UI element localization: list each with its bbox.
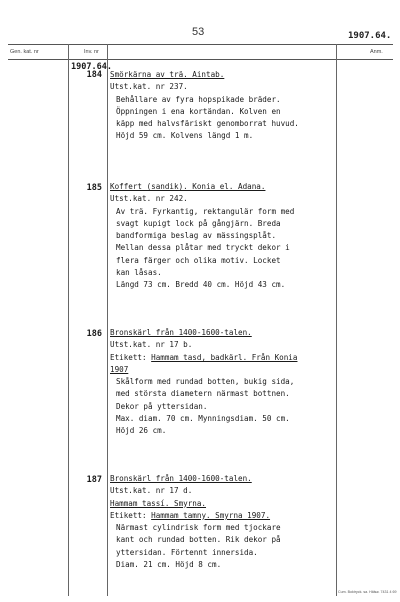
entry-desc-line: Längd 73 cm. Bredd 40 cm. Höjd 43 cm.	[116, 280, 286, 290]
catalog-entry	[110, 327, 350, 438]
entry-desc-line: Diam. 21 cm. Höjd 8 cm.	[116, 560, 222, 570]
entry-desc-line: Öppningen i ena kortändan. Kolven en	[116, 106, 281, 116]
etikett-text: Hammam tamny. Smyrna 1907.	[151, 510, 271, 520]
entry-desc-line: kant och rundad botten. Rik dekor på	[116, 535, 281, 545]
column-divider-2	[107, 44, 108, 596]
catalog-entry	[110, 181, 350, 292]
header-inv-nr: Inv. nr	[84, 49, 99, 55]
catalog-entry	[110, 69, 350, 143]
header-gen-kat-nr: Gen. kat. nr	[10, 49, 39, 55]
entry-desc-line: Behållare av fyra hopspikade bräder.	[116, 94, 281, 104]
etikett-label: Etikett:	[110, 510, 147, 520]
entry-title: Bronskärl från 1400-1600-talen.	[110, 474, 252, 483]
entry-desc-line: Av trä. Fyrkantig, rektangulär form med	[116, 206, 295, 216]
entry-label-line	[110, 510, 350, 522]
etikett-text-continued: 1907	[110, 364, 129, 374]
entry-subtitle: Hammam tassí. Smyrna.	[110, 498, 207, 508]
entry-desc-line: Höjd 26 cm.	[116, 426, 167, 436]
entry-desc-line: Dekor på yttersidan.	[116, 401, 208, 411]
inventory-number: 185	[86, 183, 102, 193]
entry-desc-line: käpp med halvsfäriskt genomborrat huvud.	[116, 119, 299, 129]
entry-desc-line: Max. diam. 70 cm. Mynningsdiam. 50 cm.	[116, 414, 290, 424]
entry-desc-line: kan låsas.	[116, 268, 162, 278]
entry-catalog-ref: Utst.kat. nr 237.	[110, 82, 188, 92]
entry-label-line	[110, 352, 350, 364]
entry-desc-line: Skålform med rundad botten, bukig sida,	[116, 377, 295, 387]
inventory-number: 187	[86, 475, 102, 485]
entry-desc-line: yttersidan. Förtennt innersida.	[116, 547, 258, 557]
entry-catalog-ref: Utst.kat. nr 17 d.	[110, 486, 193, 496]
entry-desc-line: med största diametern närmast bottnen.	[116, 389, 290, 399]
entry-title: Smörkärna av trä. Aintab.	[110, 70, 225, 79]
column-divider-1	[68, 44, 69, 596]
year-header: 1907.64.	[348, 31, 392, 41]
printer-imprint: Cum. Boktryck. sa. Hälsø. 7431 4 69	[338, 590, 397, 594]
entry-desc-line: svagt kupigt lock på gångjärn. Breda	[116, 218, 281, 228]
inventory-year: 1907.64.	[71, 62, 112, 72]
entry-desc-line: Höjd 59 cm. Kolvens längd 1 m.	[116, 131, 254, 141]
entry-desc-line: flera färger och olika motiv. Locket	[116, 255, 281, 265]
entry-desc-line: Mellan dessa plåtar med tryckt dekor i	[116, 243, 290, 253]
entry-title: Bronskärl från 1400-1600-talen.	[110, 328, 252, 337]
catalog-entry	[110, 473, 350, 571]
entry-desc-line: Närmast cylindrisk form med tjockare	[116, 523, 281, 533]
etikett-text: Hammam tasd, badkärl. Från Konia	[151, 352, 298, 362]
entry-catalog-ref: Utst.kat. nr 242.	[110, 194, 188, 204]
inventory-number: 184	[86, 70, 102, 80]
entry-desc-line: bandformiga beslag av mässingsplåt.	[116, 231, 277, 241]
inventory-number: 186	[86, 329, 102, 339]
etikett-label: Etikett:	[110, 352, 147, 362]
entry-title: Koffert (sandik). Konia el. Adana.	[110, 182, 266, 191]
page-number: 53	[192, 26, 205, 38]
header-anm: Anm.	[370, 49, 383, 55]
entry-catalog-ref: Utst.kat. nr 17 b.	[110, 340, 193, 350]
